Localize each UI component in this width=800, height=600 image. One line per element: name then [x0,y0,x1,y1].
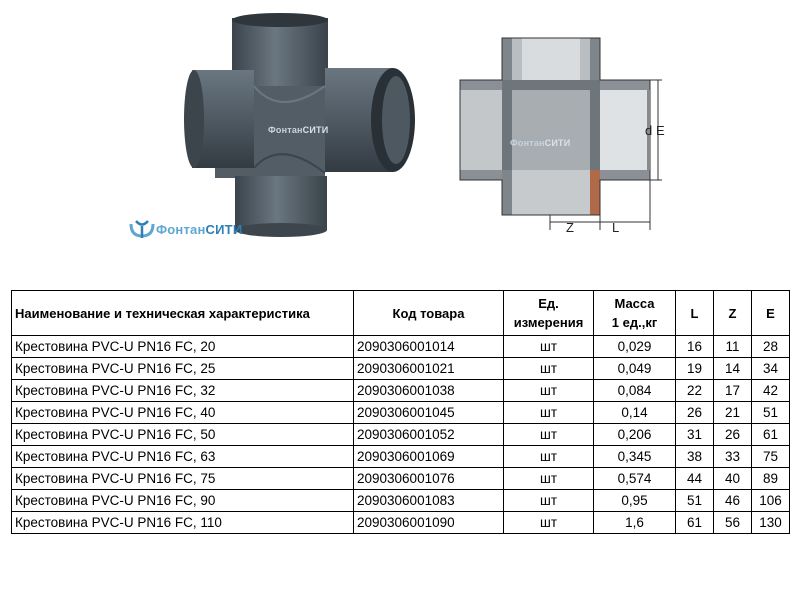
cell-l: 31 [676,424,714,446]
brand-name-part2: СИТИ [205,221,243,237]
cell-mass: 0,206 [594,424,676,446]
cell-l: 38 [676,446,714,468]
cell-z: 17 [714,380,752,402]
cell-l: 51 [676,490,714,512]
cell-l: 61 [676,512,714,534]
cell-z: 40 [714,468,752,490]
table-row [12,446,790,468]
dim-label-z: Z [566,220,574,235]
cell-z: 46 [714,490,752,512]
cell-code: 2090306001052 [354,424,504,446]
cell-code: 2090306001069 [354,446,504,468]
col-header-l: L [676,291,714,336]
cell-e: 89 [752,468,790,490]
table-row [12,424,790,446]
cell-l: 22 [676,380,714,402]
cell-e: 28 [752,336,790,358]
cell-e: 34 [752,358,790,380]
dim-label-d: d [645,123,653,138]
table-row [12,490,790,512]
cell-mass: 0,345 [594,446,676,468]
cell-name: Крестовина PVC-U PN16 FC, 63 [12,446,354,468]
cell-mass: 1,6 [594,512,676,534]
cell-e: 42 [752,380,790,402]
cell-z: 11 [714,336,752,358]
cell-code: 2090306001014 [354,336,504,358]
col-header-mass: Масса 1 ед.,кг [594,291,676,336]
cell-unit: шт [504,336,594,358]
cell-unit: шт [504,446,594,468]
cell-code: 2090306001076 [354,468,504,490]
cell-name: Крестовина PVC-U PN16 FC, 90 [12,490,354,512]
cell-e: 75 [752,446,790,468]
cell-code: 2090306001045 [354,402,504,424]
cell-name: Крестовина PVC-U PN16 FC, 75 [12,468,354,490]
cell-name: Крестовина PVC-U PN16 FC, 50 [12,424,354,446]
cell-z: 14 [714,358,752,380]
cell-mass: 0,084 [594,380,676,402]
cell-code: 2090306001021 [354,358,504,380]
table-row [12,468,790,490]
cell-unit: шт [504,490,594,512]
table-row [12,402,790,424]
cell-name: Крестовина PVC-U PN16 FC, 25 [12,358,354,380]
cell-mass: 0,049 [594,358,676,380]
cell-z: 56 [714,512,752,534]
cell-l: 19 [676,358,714,380]
dim-label-e: E [656,123,665,138]
table-row [12,380,790,402]
cell-mass: 0,14 [594,402,676,424]
col-header-code: Код товара [354,291,504,336]
cell-name: Крестовина PVC-U PN16 FC, 32 [12,380,354,402]
cell-z: 26 [714,424,752,446]
drawing-watermark: ФонтанСИТИ [510,138,571,148]
cell-name: Крестовина PVC-U PN16 FC, 20 [12,336,354,358]
cell-name: Крестовина PVC-U PN16 FC, 40 [12,402,354,424]
cell-z: 33 [714,446,752,468]
cell-e: 106 [752,490,790,512]
col-header-z: Z [714,291,752,336]
col-header-unit: Ед. измерения [504,291,594,336]
brand-name-part1: Фонтан [156,221,206,237]
cell-e: 130 [752,512,790,534]
cell-name: Крестовина PVC-U PN16 FC, 110 [12,512,354,534]
cell-unit: шт [504,424,594,446]
table-row [12,336,790,358]
table-row [12,512,790,534]
cell-code: 2090306001083 [354,490,504,512]
col-header-e: E [752,291,790,336]
cell-unit: шт [504,468,594,490]
cell-mass: 0,029 [594,336,676,358]
cell-unit: шт [504,512,594,534]
dim-label-l: L [612,220,620,235]
fountain-logo-icon [128,218,156,240]
table-header-row [12,291,790,336]
spec-table [11,290,790,534]
cell-e: 51 [752,402,790,424]
cell-e: 61 [752,424,790,446]
cell-code: 2090306001090 [354,512,504,534]
col-header-name: Наименование и техническая характеристика [12,291,354,336]
cell-code: 2090306001038 [354,380,504,402]
cell-unit: шт [504,380,594,402]
brand-logo [128,218,242,240]
cell-z: 21 [714,402,752,424]
cell-l: 26 [676,402,714,424]
cell-mass: 0,574 [594,468,676,490]
cell-l: 44 [676,468,714,490]
photo-watermark: ФонтанСИТИ [268,125,329,135]
cell-l: 16 [676,336,714,358]
cell-unit: шт [504,402,594,424]
cell-mass: 0,95 [594,490,676,512]
cell-unit: шт [504,358,594,380]
table-row [12,358,790,380]
